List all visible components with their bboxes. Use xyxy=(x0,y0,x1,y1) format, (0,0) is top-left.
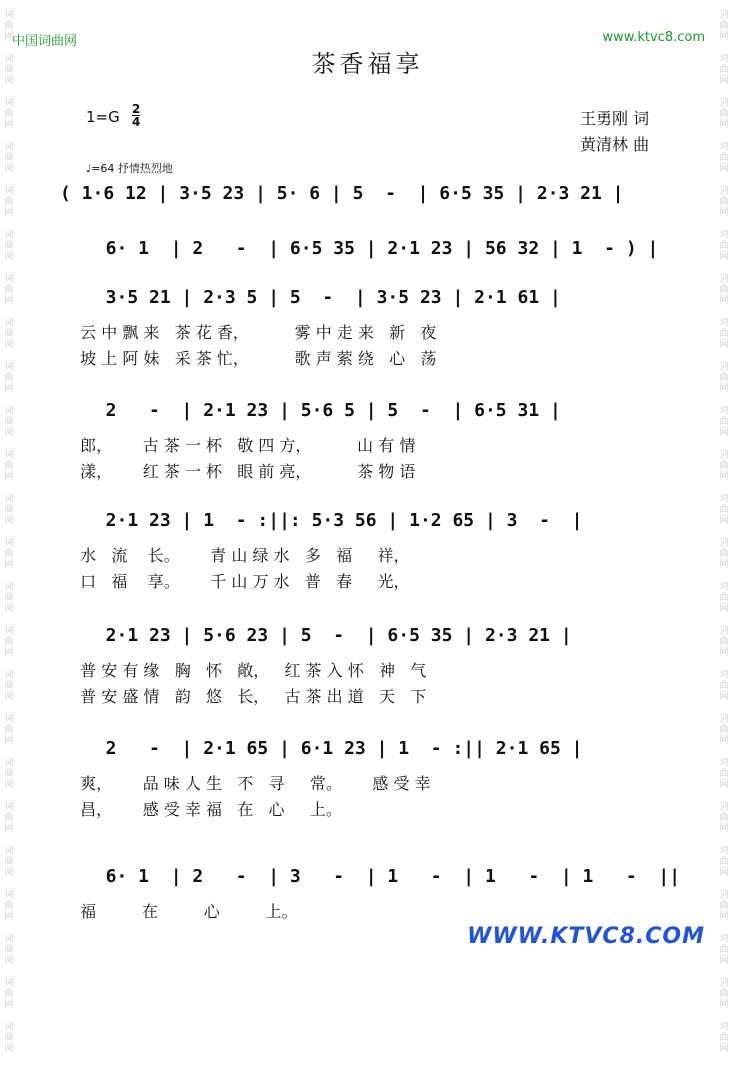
notes-line: ( 1·6 12 | 3·5 23 | 5· 6 | 5 - | 6·5 35 | 2·3 21 | xyxy=(60,183,624,204)
side-watermark-right: 词 曲 网 词 曲 网 词 曲 网 词 曲 网 词 曲 网 词 曲 网 词 曲 网 词 曲 网 词 曲 网 词 曲 网 词 曲 网 词 曲 网 词 曲 网 词 曲 网 词 曲 网 词 曲 网 词 曲 网 词 曲 网 词 曲 网 词 曲 网 词 曲 网 词 曲 网 词 曲 网 词 曲 网 xyxy=(719,10,729,1054)
lyric-line: 云 中 飘 来 茶 花 香， 雾 中 走 来 新 夜 xyxy=(70,323,437,342)
time-signature-bottom: 4 xyxy=(132,115,141,129)
lyric-line: 口 福 享。 千 山 万 水 普 春 光， xyxy=(70,572,410,591)
lyric-line: 福 在 心 上。 xyxy=(70,902,298,921)
site-name-left[interactable]: 中国词曲网 xyxy=(12,34,78,49)
notes-line: 6· 1 | 2 - | 3 - | 1 - | 1 - | 1 - || xyxy=(84,866,681,887)
lyric-line: 坡 上 阿 妹 采 茶 忙， 歌 声 萦 绕 心 荡 xyxy=(70,349,437,368)
time-signature-top: 2 xyxy=(132,102,141,116)
notes-line: 2·1 23 | 1 - :||: 5·3 56 | 1·2 65 | 3 - | xyxy=(84,510,583,531)
notes-line: 2·1 23 | 5·6 23 | 5 - | 6·5 35 | 2·3 21 | xyxy=(84,625,572,646)
bottom-site-logo[interactable]: WWW.KTVC8.COM xyxy=(467,924,705,949)
lyric-line: 水 流 长。 青 山 绿 水 多 福 祥， xyxy=(70,546,410,565)
tempo-marking: ♩=64 抒情热烈地 xyxy=(86,162,173,175)
song-title: 茶香福享 xyxy=(311,50,424,78)
time-signature xyxy=(132,103,140,128)
lyric-line: 漾， 红 茶 一 杯 眼 前 亮， 茶 物 语 xyxy=(70,462,416,481)
notes-line: 6· 1 | 2 - | 6·5 35 | 2·1 23 | 56 32 | 1 - ) | xyxy=(84,238,659,259)
lyric-line: 昌， 感 受 幸 福 在 心 上。 xyxy=(70,800,342,819)
lyric-line: 普 安 有 缘 胸 怀 敞， 红 茶 入 怀 神 气 xyxy=(70,661,427,680)
notes-line: 3·5 21 | 2·3 5 | 5 - | 3·5 23 | 2·1 61 | xyxy=(84,287,561,308)
lyric-line: 爽， 品 味 人 生 不 寻 常。 感 受 幸 xyxy=(70,774,431,793)
lyricist-credit: 王勇刚 词 xyxy=(580,109,650,128)
side-watermark-left: 词 曲 网 词 曲 网 词 曲 网 词 曲 网 词 曲 网 词 曲 网 词 曲 网 词 曲 网 词 曲 网 词 曲 网 词 曲 网 词 曲 网 词 曲 网 词 曲 网 词 曲 网 词 曲 网 词 曲 网 词 曲 网 词 曲 网 词 曲 网 词 曲 网 词 曲 网 词 曲 网 词 曲 网 xyxy=(4,10,14,1054)
composer-credit: 黄清林 曲 xyxy=(580,135,650,154)
key-signature: 1=G xyxy=(86,108,120,126)
notes-line: 2 - | 2·1 65 | 6·1 23 | 1 - :|| 2·1 65 | xyxy=(84,738,583,759)
lyric-line: 普 安 盛 情 韵 悠 长， 古 茶 出 道 天 下 xyxy=(70,687,427,706)
notes-line: 2 - | 2·1 23 | 5·6 5 | 5 - | 6·5 31 | xyxy=(84,400,561,421)
site-url-right[interactable]: www.ktvc8.com xyxy=(602,30,705,45)
lyric-line: 郎， 古 茶 一 杯 敬 四 方， 山 有 情 xyxy=(70,436,416,455)
